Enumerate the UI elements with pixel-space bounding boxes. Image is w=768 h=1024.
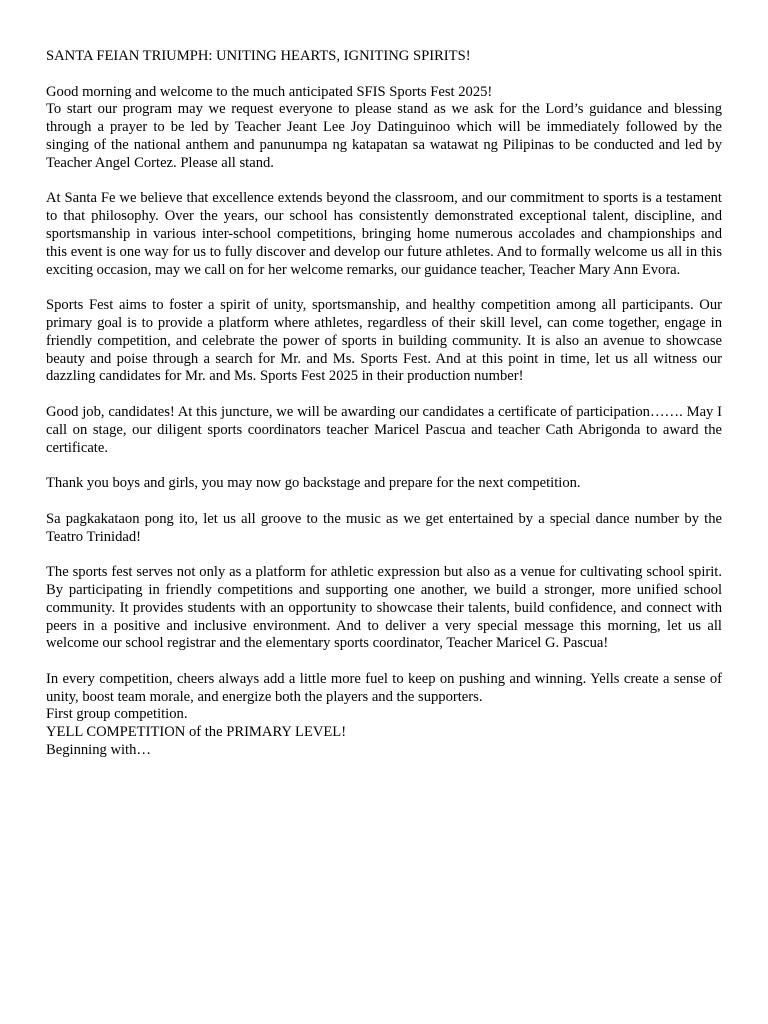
prayer-paragraph: To start our program may we request everyone to please stand as we ask for the Lord’s guidance and blessing through a prayer to be led by Teacher Jeant Lee Joy Datinguinoo which will be immediately followed by the singing of the national anthem and panunumpa ng katapatan sa watawat ng Pilipinas to be conducted and led by Teacher Angel Cortez. Please all stand.	[46, 101, 722, 171]
paragraph-spacer	[46, 386, 722, 404]
spirit-paragraph: The sports fest serves not only as a platform for athletic expression but also as a venue for cultivating school spirit. By participating in friendly competitions and supporting one another, we build a stronger, more unified school community. It provides students with an opportunity to showcase their talents, build confidence, and connect with peers in a positive and inclusive environment. And to deliver a very special message this morning, let us all welcome our school registrar and the elementary sports coordinator, Teacher Maricel G. Pascua!	[46, 564, 722, 652]
paragraph-spacer	[46, 173, 722, 191]
beginning-line: Beginning with…	[46, 742, 151, 759]
paragraph-spacer	[46, 279, 722, 297]
aims-paragraph: Sports Fest aims to foster a spirit of unity, sportsmanship, and healthy competition among all participants. Our primary goal is to provide a platform where athletes, regardless of their skill level, can come together, engage in friendly competition, and celebrate the power of sports in building community. It is also an avenue to showcase beauty and poise through a search for Mr. and Ms. Sports Fest. And at this point in time, let us all witness our dazzling candidates for Mr. and Ms. Sports Fest 2025 in their production number!	[46, 297, 722, 385]
welcome-line: Good morning and welcome to the much anticipated SFIS Sports Fest 2025!	[46, 83, 493, 100]
document-title: SANTA FEIAN TRIUMPH: UNITING HEARTS, IGNITING SPIRITS!	[46, 48, 471, 64]
thanks-paragraph: Thank you boys and girls, you may now go backstage and prepare for the next competition.	[46, 475, 581, 492]
paragraph-spacer	[46, 66, 722, 84]
paragraph-spacer	[46, 546, 722, 564]
paragraph-spacer	[46, 653, 722, 671]
excellence-paragraph: At Santa Fe we believe that excellence extends beyond the classroom, and our commitment to sports is a testament to that philosophy. Over the years, our school has consistently demonstrated exceptional talent, discipline, and sportsmanship in various inter-school competitions, bringing home numerous accolades and championships and this event is one way for us to fully discover and develop our future athletes. And to formally welcome us all in this exciting occasion, may we call on for her welcome remarks, our guidance teacher, Teacher Mary Ann Evora.	[46, 190, 722, 278]
candidates-paragraph: Good job, candidates! At this juncture, we will be awarding our candidates a certificate of participation……. May I call on stage, our diligent sports coordinators teacher Maricel Pascua and teacher Cath Abrigonda to award the certificate.	[46, 403, 722, 456]
document-page	[46, 48, 722, 760]
cheers-paragraph: In every competition, cheers always add a little more fuel to keep on pushing and winning. Yells create a sense of unity, boost team morale, and energize both the players and the supporters.	[46, 670, 722, 705]
paragraph-spacer	[46, 493, 722, 511]
yell-competition-line: YELL COMPETITION of the PRIMARY LEVEL!	[46, 724, 347, 741]
paragraph-spacer	[46, 457, 722, 475]
first-group-line: First group competition.	[46, 706, 188, 723]
dance-paragraph: Sa pagkakataon pong ito, let us all groove to the music as we get entertained by a special dance number by the Teatro Trinidad!	[46, 510, 722, 545]
